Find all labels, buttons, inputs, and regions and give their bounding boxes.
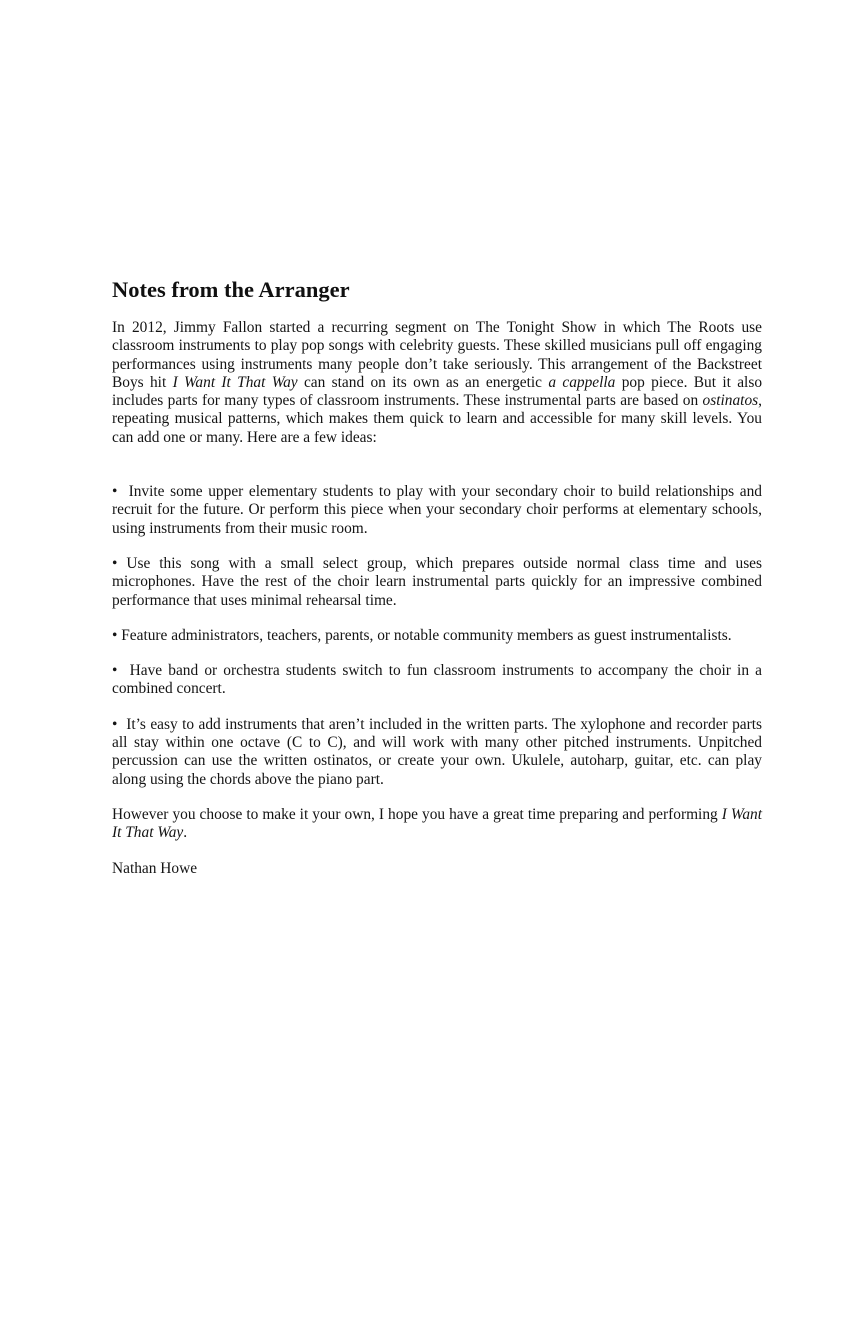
document-content [112,277,762,878]
bullet-item-small-select-group: • Use this song with a small select group, which prepares outside normal class time and uses microphones. Have the rest of the choir learn instrumental parts quickly for an impressive combined performance that uses minimal rehearsal time. [112,554,762,609]
closing-paragraph: However you choose to make it your own, I hope you have a great time preparing and performing I Want It That Way. [112,805,762,842]
signature: Nathan Howe [112,859,198,877]
bullet-item-add-instruments: • It’s easy to add instruments that aren’t included in the written parts. The xylophone and recorder parts all stay within one octave (C to C), and will work with many other pitched instruments. Unpitched percussion can use the written ostinatos, or create your own. Ukulele, autoharp, guitar, etc. can play along using the chords above the piano part. [112,715,762,788]
bullet-item-invite-students: • Invite some upper elementary students to play with your secondary choir to build relationships and recruit for the future. Or perform this piece when your secondary choir performs at elementary schools, using instruments from their music room. [112,483,762,537]
intro-paragraph: In 2012, Jimmy Fallon started a recurring segment on The Tonight Show in which The Roots use classroom instruments to play pop songs with celebrity guests. These skilled musicians pull off engaging performances using instruments many people don’t take seriously. This arrangement of the Backstreet Boys hit I Want It That Way can stand on its own as an energetic a cappella pop piece. But it also includes parts for many types of classroom instruments. These instrumental parts are based on ostinatos, repeating musical patterns, which makes them quick to learn and accessible for many skill levels. You can add one or many. Here are a few ideas: [112,319,763,446]
bullet-item-feature-guests: • Feature administrators, teachers, parents, or notable community members as guest instrumentalists. [112,626,732,644]
bullet-item-band-orchestra: • Have band or orchestra students switch to fun classroom instruments to accompany the choir in a combined concert. [112,662,762,698]
page-title: Notes from the Arranger [112,277,350,302]
